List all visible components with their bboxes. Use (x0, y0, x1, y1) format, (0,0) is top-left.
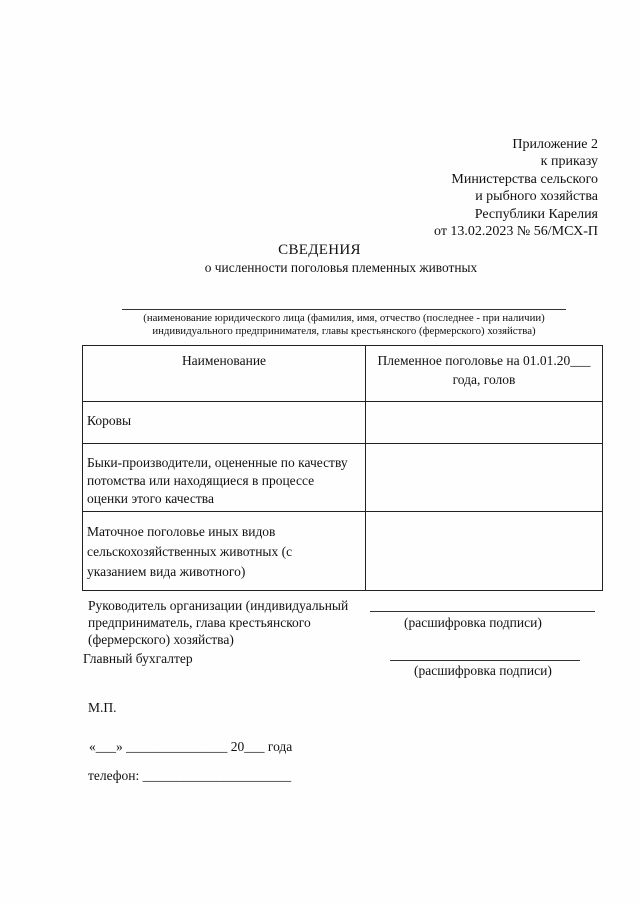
appendix-block (434, 136, 598, 240)
head-signature-caption: (расшифровка подписи) (404, 615, 542, 630)
row-value-cell[interactable] (366, 402, 603, 444)
livestock-table (82, 345, 603, 591)
head-signatory (88, 597, 348, 648)
row-value-cell[interactable] (366, 512, 603, 591)
head-signature-line[interactable] (370, 611, 595, 612)
appendix-line: от 13.02.2023 № 56/МСХ-П (434, 224, 598, 240)
row-label (83, 402, 366, 444)
caption-line: (наименование юридического лица (фамилия, имя, отчество (последнее - при наличии) (143, 312, 545, 324)
row-label-line: указанием вида животного) (87, 564, 246, 579)
chief-accountant-label: Главный бухгалтер (83, 651, 193, 666)
appendix-line: Республики Карелия (474, 206, 598, 222)
document-subtitle: о численности поголовья племенных животных (204, 260, 478, 275)
stamp-place-label: М.П. (88, 700, 117, 715)
document-title: СВЕДЕНИЯ (278, 242, 361, 258)
head-signatory-line: (фермерского) хозяйства) (88, 632, 234, 647)
accountant-signature-caption: (расшифровка подписи) (414, 663, 552, 678)
table-header-row (83, 346, 603, 402)
appendix-line: Приложение 2 (512, 137, 598, 152)
row-label-line: сельскохозяйственных животных (с (87, 544, 293, 559)
header-count (366, 346, 603, 402)
row-label (83, 512, 366, 591)
row-value-cell[interactable] (366, 444, 603, 512)
row-label-line: Коровы (87, 413, 132, 428)
row-label-line: Быки-производители, оцененные по качеству (87, 455, 348, 470)
accountant-signature-line[interactable] (390, 660, 580, 661)
head-signatory-line: Руководитель организации (индивидуальный (88, 598, 349, 613)
organization-name-caption (100, 312, 588, 338)
organization-name-line (122, 309, 566, 310)
table-row (83, 402, 603, 444)
header-count-line: года, голов (452, 372, 516, 387)
caption-line: индивидуального предпринимателя, главы крестьянского (фермерского) хозяйства) (152, 325, 536, 337)
header-name: Наименование (83, 346, 366, 402)
appendix-line: и рыбного хозяйства (475, 189, 598, 205)
appendix-line: к приказу (540, 154, 598, 170)
table-row (83, 512, 603, 591)
date-field[interactable]: «___» _______________ 20___ года (89, 739, 293, 754)
phone-field[interactable]: телефон: ______________________ (88, 768, 292, 783)
row-label-line: оценки этого качества (87, 491, 214, 506)
row-label (83, 444, 366, 512)
head-signatory-line: предприниматель, глава крестьянского (88, 615, 311, 630)
table-row (83, 444, 603, 512)
row-label-line: Маточное поголовье иных видов (87, 524, 276, 539)
row-label-line: потомства или находящиеся в процессе (87, 473, 315, 488)
appendix-line: Министерства сельского (451, 171, 598, 187)
header-count-line: Племенное поголовье на 01.01.20___ (377, 353, 591, 368)
